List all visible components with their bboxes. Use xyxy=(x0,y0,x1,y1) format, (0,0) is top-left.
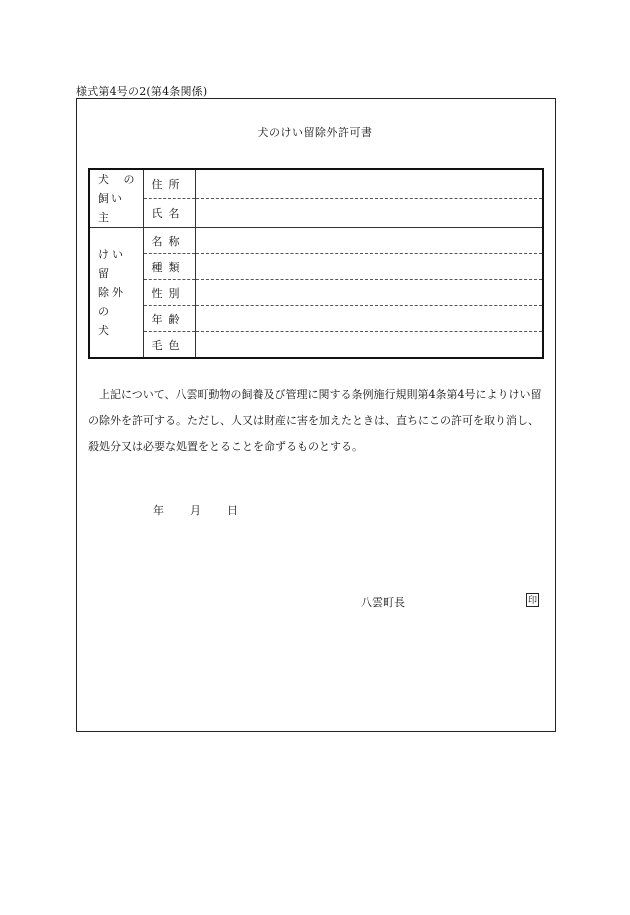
dog-label-part: 犬 xyxy=(98,324,109,337)
signer-title: 八雲町長 xyxy=(361,596,405,609)
label-char: 称 xyxy=(168,234,180,248)
date-month: 月 xyxy=(190,504,201,517)
label-char: 住 xyxy=(151,178,163,191)
coat-color-field[interactable] xyxy=(195,332,543,359)
age-field[interactable] xyxy=(195,306,543,332)
form-number: 様式第4号の2(第4条関係) xyxy=(76,85,208,98)
sex-field[interactable] xyxy=(195,280,543,306)
label-char: 性 xyxy=(151,286,163,300)
owner-label-part: 飼い主 xyxy=(98,192,124,224)
label-char: 種 xyxy=(151,260,163,274)
owner-label-part: 犬 xyxy=(98,173,109,186)
document-title: 犬のけい留除外許可書 xyxy=(257,126,373,139)
label-char: 齢 xyxy=(168,312,180,326)
label-char: 名 xyxy=(168,207,180,220)
date-year: 年 xyxy=(153,504,164,517)
body-text: 上記について、八雲町動物の飼養及び管理に関する条例施行規則第4条第4号によりけい留の除外を許可する。ただし、人又は財産に害を加えたときは、直ちにこの許可を取り消し、殺処分又は必要な処置をとることを命ずるものとする。 xyxy=(88,388,542,453)
dog-label-part: けい留 xyxy=(98,248,126,280)
label-char: 所 xyxy=(168,178,180,191)
label-char: 毛 xyxy=(151,338,163,352)
table-row-age xyxy=(89,306,543,332)
table-row-dog-name xyxy=(89,228,543,254)
label-char: 年 xyxy=(151,312,163,326)
label-char: 名 xyxy=(151,234,163,248)
owner-group-label xyxy=(89,169,143,228)
address-field[interactable] xyxy=(195,169,543,199)
dog-group-label xyxy=(89,228,143,359)
item-label-address xyxy=(143,169,195,199)
label-char: 類 xyxy=(168,260,180,274)
dog-label-part: 除外の xyxy=(98,286,126,318)
date-day: 日 xyxy=(227,504,238,517)
table-row-name xyxy=(89,199,543,228)
item-label-color xyxy=(143,332,195,359)
item-label-dog-name xyxy=(143,228,195,254)
item-label-breed xyxy=(143,254,195,280)
dog-name-field[interactable] xyxy=(195,228,543,254)
item-label-sex xyxy=(143,280,195,306)
label-char: 氏 xyxy=(151,207,163,220)
date-line xyxy=(153,502,238,518)
table-row-breed xyxy=(89,254,543,280)
table-row-color xyxy=(89,332,543,359)
owner-label-part: の xyxy=(123,173,135,186)
table-row-address xyxy=(89,169,543,199)
label-char: 別 xyxy=(168,286,180,300)
label-char: 色 xyxy=(168,338,180,352)
item-label-name xyxy=(143,199,195,228)
owner-name-field[interactable] xyxy=(195,199,543,228)
info-table xyxy=(88,168,544,359)
breed-field[interactable] xyxy=(195,254,543,280)
table-row-sex xyxy=(89,280,543,306)
seal-mark: 印 xyxy=(526,593,539,607)
item-label-age xyxy=(143,306,195,332)
